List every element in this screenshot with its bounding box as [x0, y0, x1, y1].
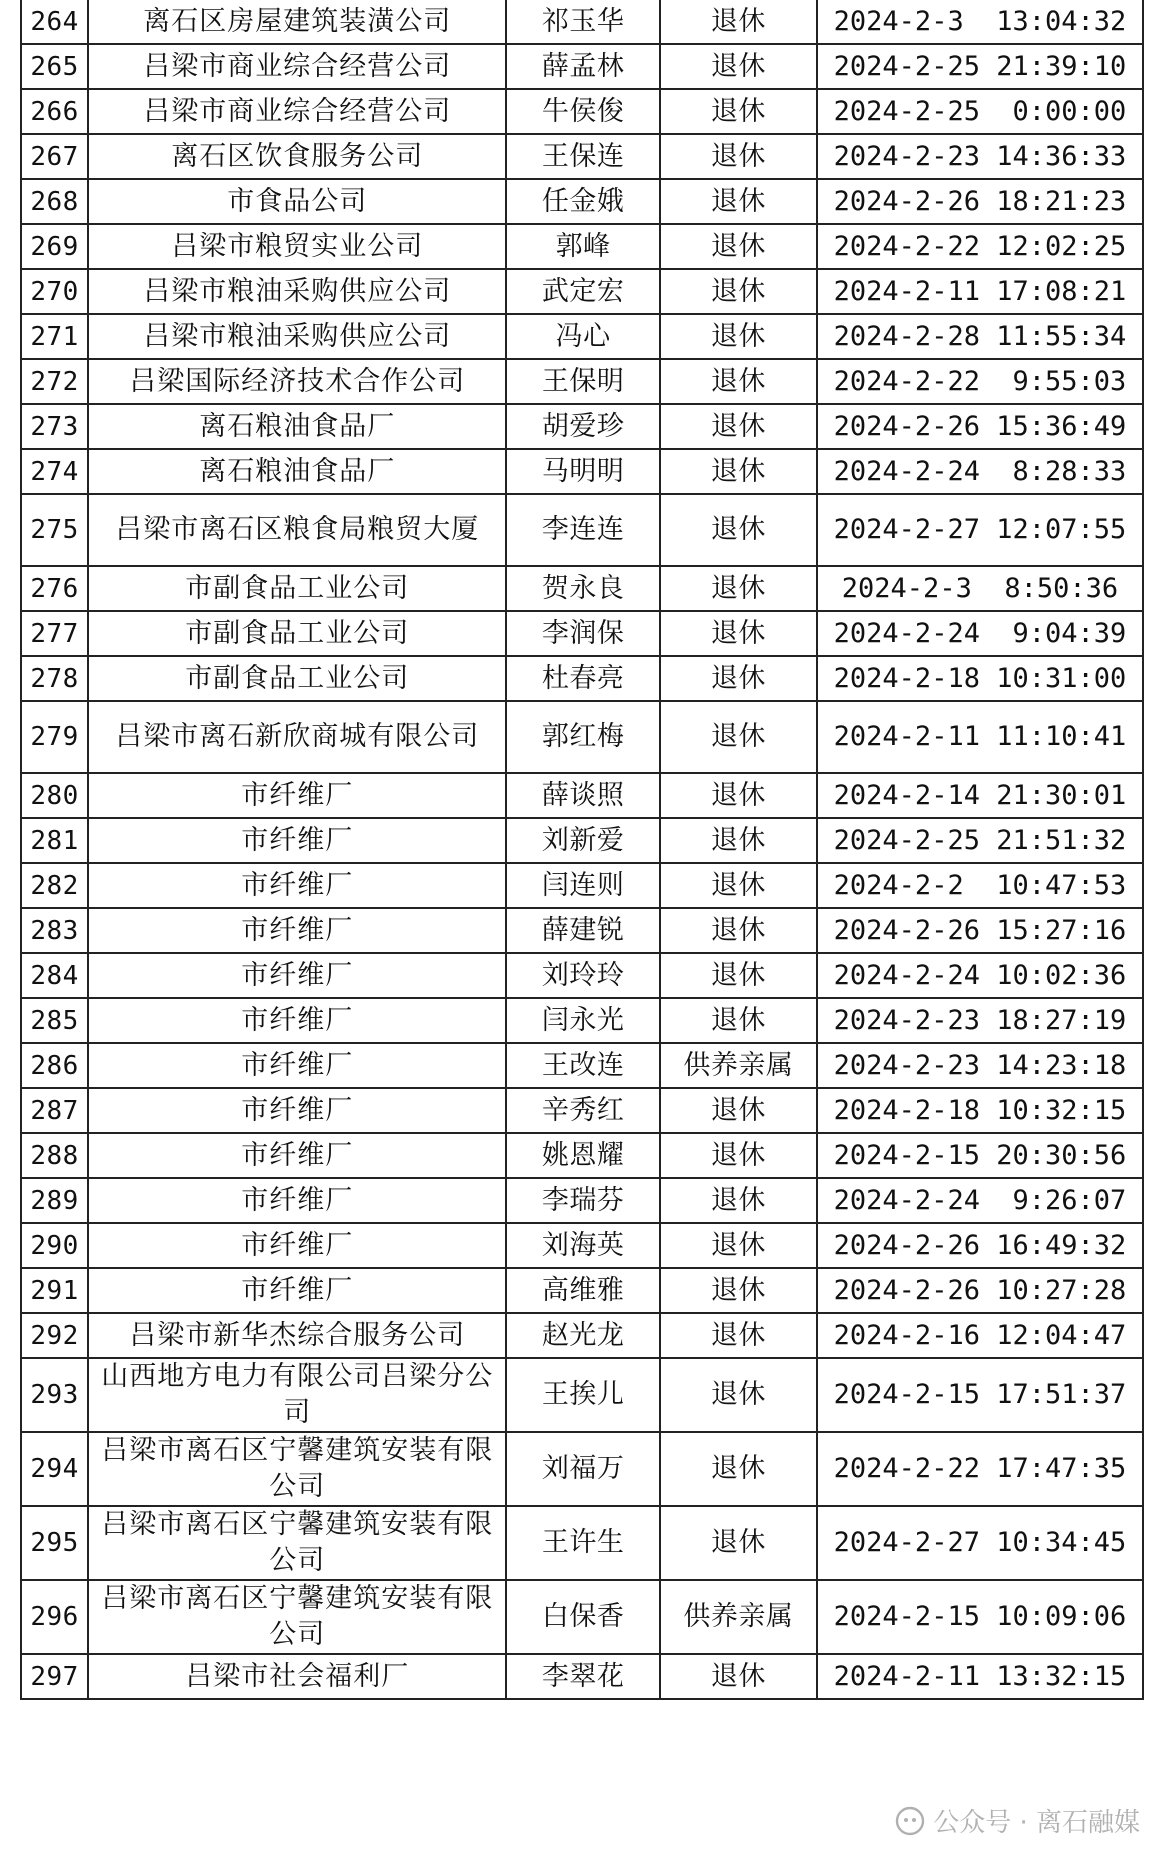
timestamp-cell: 2024-2-24 9:04:39 — [817, 611, 1143, 656]
name-cell: 薛建锐 — [506, 908, 659, 953]
table-row — [21, 953, 1143, 998]
row-number-cell: 281 — [21, 818, 88, 863]
timestamp-cell: 2024-2-27 10:34:45 — [817, 1506, 1143, 1580]
company-cell: 市纤维厂 — [88, 1178, 506, 1223]
roster-table — [20, 0, 1144, 1700]
table-row — [21, 773, 1143, 818]
company-cell: 吕梁市粮油采购供应公司 — [88, 314, 506, 359]
category-cell: 退休 — [660, 1268, 817, 1313]
timestamp-cell: 2024-2-25 0:00:00 — [817, 89, 1143, 134]
name-cell: 刘玲玲 — [506, 953, 659, 998]
name-cell: 赵光龙 — [506, 1313, 659, 1358]
row-number-cell: 270 — [21, 269, 88, 314]
category-cell: 退休 — [660, 1133, 817, 1178]
name-cell: 高维雅 — [506, 1268, 659, 1313]
company-cell: 吕梁市粮贸实业公司 — [88, 224, 506, 269]
timestamp-cell: 2024-2-26 15:36:49 — [817, 404, 1143, 449]
category-cell: 退休 — [660, 179, 817, 224]
name-cell: 闫连则 — [506, 863, 659, 908]
category-cell: 退休 — [660, 908, 817, 953]
table-row — [21, 1654, 1143, 1699]
category-cell: 供养亲属 — [660, 1580, 817, 1654]
table-row — [21, 1313, 1143, 1358]
table-row — [21, 1178, 1143, 1223]
name-cell: 王保连 — [506, 134, 659, 179]
timestamp-cell: 2024-2-15 17:51:37 — [817, 1358, 1143, 1432]
category-cell: 退休 — [660, 314, 817, 359]
name-cell: 郭峰 — [506, 224, 659, 269]
category-cell: 退休 — [660, 1506, 817, 1580]
company-cell: 吕梁市粮油采购供应公司 — [88, 269, 506, 314]
category-cell: 退休 — [660, 701, 817, 773]
company-cell: 吕梁市离石区宁馨建筑安装有限公司 — [88, 1580, 506, 1654]
name-cell: 王挨儿 — [506, 1358, 659, 1432]
table-row — [21, 863, 1143, 908]
name-cell: 贺永良 — [506, 566, 659, 611]
name-cell: 辛秀红 — [506, 1088, 659, 1133]
row-number-cell: 286 — [21, 1043, 88, 1088]
table-row — [21, 0, 1143, 44]
timestamp-cell: 2024-2-16 12:04:47 — [817, 1313, 1143, 1358]
row-number-cell: 267 — [21, 134, 88, 179]
name-cell: 李润保 — [506, 611, 659, 656]
timestamp-cell: 2024-2-23 14:36:33 — [817, 134, 1143, 179]
name-cell: 李翠花 — [506, 1654, 659, 1699]
name-cell: 薛谈照 — [506, 773, 659, 818]
company-cell: 市副食品工业公司 — [88, 611, 506, 656]
company-cell: 吕梁国际经济技术合作公司 — [88, 359, 506, 404]
company-cell: 市食品公司 — [88, 179, 506, 224]
table-row — [21, 1432, 1143, 1506]
row-number-cell: 284 — [21, 953, 88, 998]
table-row — [21, 89, 1143, 134]
table-row — [21, 566, 1143, 611]
timestamp-cell: 2024-2-24 10:02:36 — [817, 953, 1143, 998]
table-row — [21, 449, 1143, 494]
category-cell: 退休 — [660, 863, 817, 908]
row-number-cell: 266 — [21, 89, 88, 134]
name-cell: 武定宏 — [506, 269, 659, 314]
company-cell: 离石区饮食服务公司 — [88, 134, 506, 179]
row-number-cell: 295 — [21, 1506, 88, 1580]
table-row — [21, 224, 1143, 269]
name-cell: 李瑞芬 — [506, 1178, 659, 1223]
timestamp-cell: 2024-2-3 13:04:32 — [817, 0, 1143, 44]
row-number-cell: 271 — [21, 314, 88, 359]
row-number-cell: 272 — [21, 359, 88, 404]
row-number-cell: 294 — [21, 1432, 88, 1506]
category-cell: 退休 — [660, 1088, 817, 1133]
row-number-cell: 289 — [21, 1178, 88, 1223]
row-number-cell: 274 — [21, 449, 88, 494]
name-cell: 王保明 — [506, 359, 659, 404]
row-number-cell: 265 — [21, 44, 88, 89]
timestamp-cell: 2024-2-28 11:55:34 — [817, 314, 1143, 359]
company-cell: 吕梁市离石区粮食局粮贸大厦 — [88, 494, 506, 566]
table-row — [21, 1088, 1143, 1133]
category-cell: 退休 — [660, 44, 817, 89]
company-cell: 离石粮油食品厂 — [88, 449, 506, 494]
row-number-cell: 280 — [21, 773, 88, 818]
timestamp-cell: 2024-2-14 21:30:01 — [817, 773, 1143, 818]
company-cell: 吕梁市商业综合经营公司 — [88, 44, 506, 89]
table-row — [21, 1506, 1143, 1580]
timestamp-cell: 2024-2-11 17:08:21 — [817, 269, 1143, 314]
company-cell: 山西地方电力有限公司吕梁分公司 — [88, 1358, 506, 1432]
timestamp-cell: 2024-2-26 10:27:28 — [817, 1268, 1143, 1313]
name-cell: 胡爱珍 — [506, 404, 659, 449]
company-cell: 吕梁市新华杰综合服务公司 — [88, 1313, 506, 1358]
timestamp-cell: 2024-2-22 17:47:35 — [817, 1432, 1143, 1506]
row-number-cell: 273 — [21, 404, 88, 449]
timestamp-cell: 2024-2-2 10:47:53 — [817, 863, 1143, 908]
row-number-cell: 296 — [21, 1580, 88, 1654]
timestamp-cell: 2024-2-18 10:32:15 — [817, 1088, 1143, 1133]
company-cell: 市纤维厂 — [88, 1133, 506, 1178]
category-cell: 退休 — [660, 1313, 817, 1358]
category-cell: 退休 — [660, 773, 817, 818]
company-cell: 吕梁市社会福利厂 — [88, 1654, 506, 1699]
row-number-cell: 275 — [21, 494, 88, 566]
row-number-cell: 293 — [21, 1358, 88, 1432]
row-number-cell: 279 — [21, 701, 88, 773]
company-cell: 市纤维厂 — [88, 1223, 506, 1268]
category-cell: 退休 — [660, 566, 817, 611]
name-cell: 祁玉华 — [506, 0, 659, 44]
table-row — [21, 179, 1143, 224]
timestamp-cell: 2024-2-15 20:30:56 — [817, 1133, 1143, 1178]
category-cell: 退休 — [660, 1223, 817, 1268]
company-cell: 市纤维厂 — [88, 1268, 506, 1313]
timestamp-cell: 2024-2-11 11:10:41 — [817, 701, 1143, 773]
name-cell: 刘海英 — [506, 1223, 659, 1268]
timestamp-cell: 2024-2-23 18:27:19 — [817, 998, 1143, 1043]
name-cell: 郭红梅 — [506, 701, 659, 773]
company-cell: 吕梁市离石区宁馨建筑安装有限公司 — [88, 1506, 506, 1580]
timestamp-cell: 2024-2-23 14:23:18 — [817, 1043, 1143, 1088]
category-cell: 退休 — [660, 224, 817, 269]
row-number-cell: 292 — [21, 1313, 88, 1358]
timestamp-cell: 2024-2-22 9:55:03 — [817, 359, 1143, 404]
watermark — [895, 1802, 1140, 1839]
company-cell: 市纤维厂 — [88, 953, 506, 998]
category-cell: 退休 — [660, 0, 817, 44]
timestamp-cell: 2024-2-25 21:51:32 — [817, 818, 1143, 863]
row-number-cell: 268 — [21, 179, 88, 224]
category-cell: 供养亲属 — [660, 1043, 817, 1088]
category-cell: 退休 — [660, 1178, 817, 1223]
company-cell: 市纤维厂 — [88, 1088, 506, 1133]
timestamp-cell: 2024-2-18 10:31:00 — [817, 656, 1143, 701]
timestamp-cell: 2024-2-22 12:02:25 — [817, 224, 1143, 269]
company-cell: 离石区房屋建筑装潢公司 — [88, 0, 506, 44]
table-row — [21, 44, 1143, 89]
name-cell: 马明明 — [506, 449, 659, 494]
category-cell: 退休 — [660, 1654, 817, 1699]
company-cell: 市副食品工业公司 — [88, 566, 506, 611]
category-cell: 退休 — [660, 89, 817, 134]
timestamp-cell: 2024-2-24 8:28:33 — [817, 449, 1143, 494]
company-cell: 市纤维厂 — [88, 998, 506, 1043]
table-row — [21, 1223, 1143, 1268]
timestamp-cell: 2024-2-26 15:27:16 — [817, 908, 1143, 953]
row-number-cell: 287 — [21, 1088, 88, 1133]
table-row — [21, 1043, 1143, 1088]
row-number-cell: 277 — [21, 611, 88, 656]
table-row — [21, 1580, 1143, 1654]
category-cell: 退休 — [660, 656, 817, 701]
name-cell: 杜春亮 — [506, 656, 659, 701]
timestamp-cell: 2024-2-26 16:49:32 — [817, 1223, 1143, 1268]
company-cell: 吕梁市离石新欣商城有限公司 — [88, 701, 506, 773]
category-cell: 退休 — [660, 404, 817, 449]
name-cell: 白保香 — [506, 1580, 659, 1654]
category-cell: 退休 — [660, 998, 817, 1043]
name-cell: 姚恩耀 — [506, 1133, 659, 1178]
company-cell: 市纤维厂 — [88, 818, 506, 863]
company-cell: 市纤维厂 — [88, 863, 506, 908]
watermark-text: 公众号 · 离石融媒 — [933, 1808, 1140, 1838]
company-cell: 市纤维厂 — [88, 773, 506, 818]
table-row — [21, 1133, 1143, 1178]
row-number-cell: 269 — [21, 224, 88, 269]
category-cell: 退休 — [660, 269, 817, 314]
timestamp-cell: 2024-2-26 18:21:23 — [817, 179, 1143, 224]
category-cell: 退休 — [660, 953, 817, 998]
category-cell: 退休 — [660, 449, 817, 494]
category-cell: 退休 — [660, 818, 817, 863]
row-number-cell: 276 — [21, 566, 88, 611]
table-row — [21, 818, 1143, 863]
row-number-cell: 290 — [21, 1223, 88, 1268]
name-cell: 刘福万 — [506, 1432, 659, 1506]
name-cell: 李连连 — [506, 494, 659, 566]
table-row — [21, 656, 1143, 701]
timestamp-cell: 2024-2-24 9:26:07 — [817, 1178, 1143, 1223]
row-number-cell: 288 — [21, 1133, 88, 1178]
row-number-cell: 282 — [21, 863, 88, 908]
category-cell: 退休 — [660, 359, 817, 404]
table-row — [21, 494, 1143, 566]
table-row — [21, 404, 1143, 449]
company-cell: 离石粮油食品厂 — [88, 404, 506, 449]
category-cell: 退休 — [660, 1432, 817, 1506]
table-row — [21, 134, 1143, 179]
table-row — [21, 359, 1143, 404]
company-cell: 吕梁市离石区宁馨建筑安装有限公司 — [88, 1432, 506, 1506]
table-row — [21, 701, 1143, 773]
name-cell: 闫永光 — [506, 998, 659, 1043]
table-row — [21, 998, 1143, 1043]
category-cell: 退休 — [660, 1358, 817, 1432]
company-cell: 吕梁市商业综合经营公司 — [88, 89, 506, 134]
timestamp-cell: 2024-2-27 12:07:55 — [817, 494, 1143, 566]
category-cell: 退休 — [660, 494, 817, 566]
table-row — [21, 1358, 1143, 1432]
company-cell: 市副食品工业公司 — [88, 656, 506, 701]
table-row — [21, 269, 1143, 314]
name-cell: 冯心 — [506, 314, 659, 359]
category-cell: 退休 — [660, 611, 817, 656]
name-cell: 王改连 — [506, 1043, 659, 1088]
row-number-cell: 278 — [21, 656, 88, 701]
timestamp-cell: 2024-2-25 21:39:10 — [817, 44, 1143, 89]
roster-body — [21, 0, 1143, 1699]
row-number-cell: 291 — [21, 1268, 88, 1313]
name-cell: 牛侯俊 — [506, 89, 659, 134]
category-cell: 退休 — [660, 134, 817, 179]
row-number-cell: 264 — [21, 0, 88, 44]
name-cell: 刘新爱 — [506, 818, 659, 863]
table-row — [21, 1268, 1143, 1313]
row-number-cell: 297 — [21, 1654, 88, 1699]
table-row — [21, 314, 1143, 359]
name-cell: 任金娥 — [506, 179, 659, 224]
row-number-cell: 283 — [21, 908, 88, 953]
name-cell: 薛孟林 — [506, 44, 659, 89]
company-cell: 市纤维厂 — [88, 908, 506, 953]
row-number-cell: 285 — [21, 998, 88, 1043]
timestamp-cell: 2024-2-11 13:32:15 — [817, 1654, 1143, 1699]
timestamp-cell: 2024-2-3 8:50:36 — [817, 566, 1143, 611]
table-row — [21, 908, 1143, 953]
name-cell: 王许生 — [506, 1506, 659, 1580]
company-cell: 市纤维厂 — [88, 1043, 506, 1088]
table-row — [21, 611, 1143, 656]
timestamp-cell: 2024-2-15 10:09:06 — [817, 1580, 1143, 1654]
wechat-official-account-icon — [895, 1806, 925, 1836]
